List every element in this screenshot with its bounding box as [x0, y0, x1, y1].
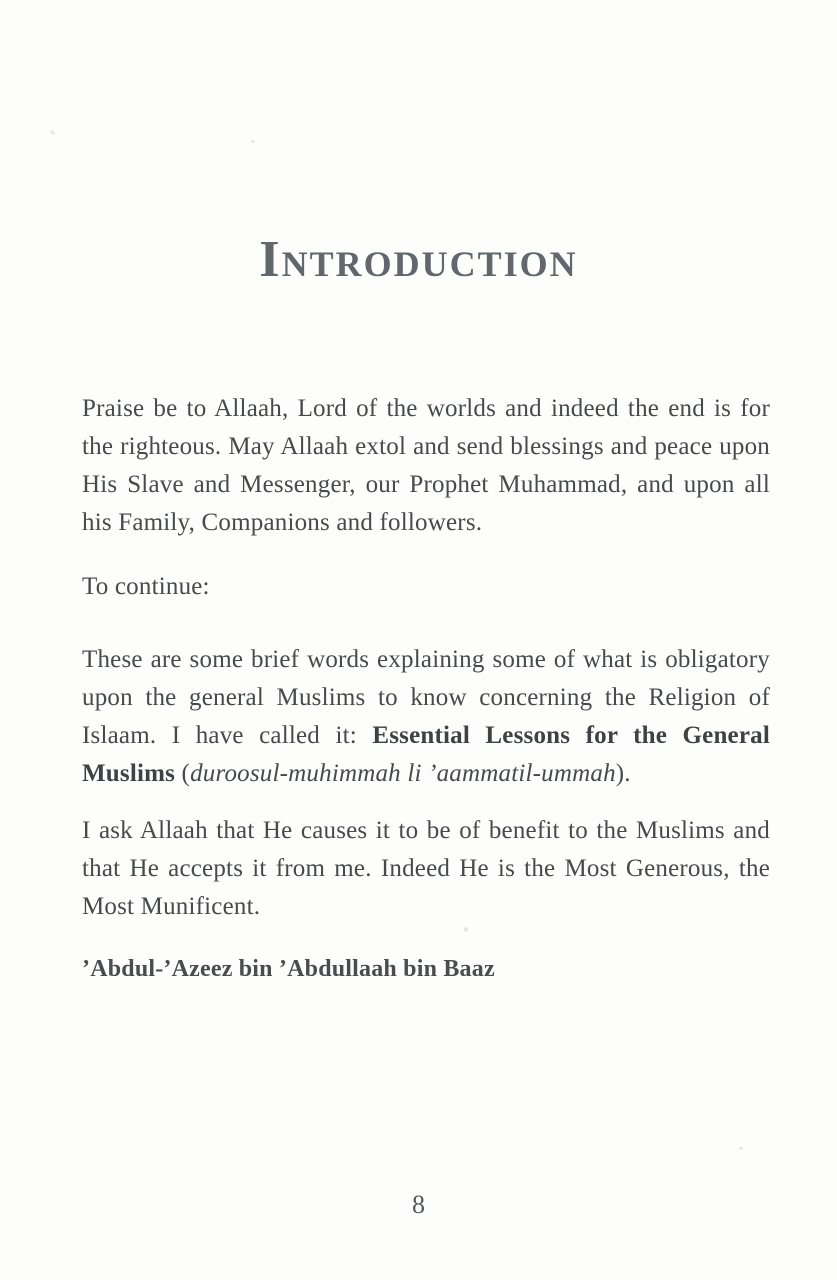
paragraph-lessons-bold-title: Essential Lessons for the General Muslims — [82, 722, 770, 787]
scan-speck — [463, 926, 469, 932]
page-number: 8 — [412, 1190, 425, 1219]
paragraph-to-continue: To continue: — [82, 573, 210, 600]
paragraph-lessons-open-paren: ( — [175, 760, 191, 787]
paragraph-lessons-close-paren: ). — [615, 760, 631, 787]
scan-speck — [739, 1147, 743, 1150]
scan-speck — [251, 140, 255, 143]
paragraph-dua: I ask Allaah that He causes it to be of benefit to the Muslims and that He accepts it from me. Indeed He is the Most Generous, the Most Munificent. — [82, 817, 770, 920]
author-signature: ’Abdul-’Azeez bin ’Abdullaah bin Baaz — [82, 956, 495, 982]
page-title: Introduction — [259, 231, 578, 288]
paragraph-praise: Praise be to Allaah, Lord of the worlds and indeed the end is for the righteous. May Allaah extol and send blessings and peace upon His Slave and Messenger, our Prophet Muhammad, and upon all his Family, Companions and followers. — [82, 395, 770, 536]
paragraph-lessons-transliteration: duroosul-muhimmah li ’aammatil-ummah — [190, 760, 616, 787]
paragraph-lessons-lead: These are some brief words explaining some of what is obligatory upon the general Muslims to know concerning the Religion of Islaam. I have called it: — [82, 646, 770, 749]
paragraph-lessons — [82, 641, 770, 793]
scan-speck — [50, 130, 56, 136]
